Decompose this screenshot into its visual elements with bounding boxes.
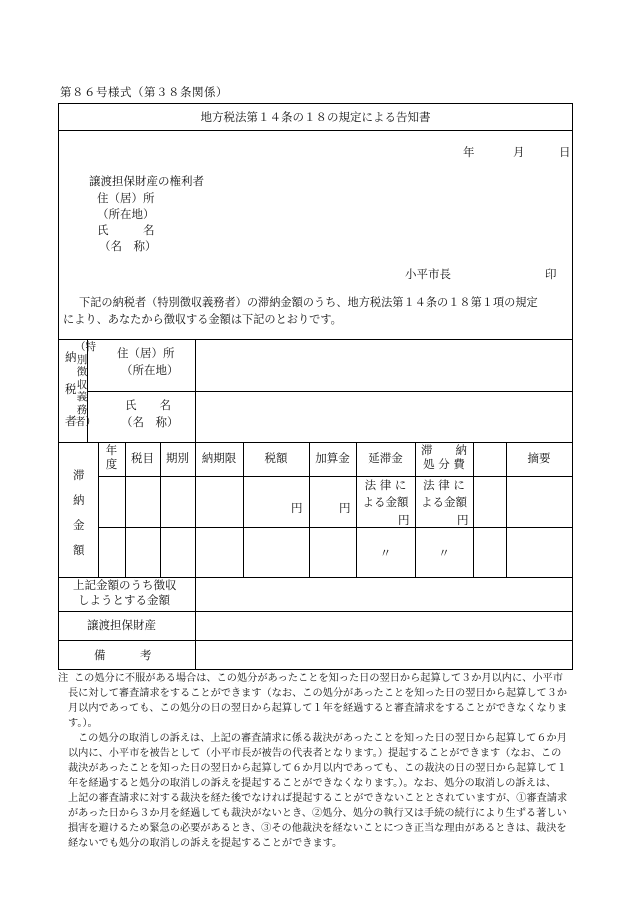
note-line: 長に対して審査請求をすることができます（なお、この処分があったことを知った日の翌日から起算して３か [68, 688, 568, 699]
divider [59, 611, 572, 612]
header-disposition-fee: 滞 納 [421, 443, 467, 457]
recipient-address-label: 住（居）所 [97, 191, 155, 205]
fee-legal-text: よる金額 [421, 495, 467, 509]
date-month-label: 月 [513, 145, 525, 159]
additional-unit: 円 [339, 501, 351, 515]
taxpayer-sublabel: （特別徴収義務者） [75, 341, 96, 428]
notes-prefix: 注 [58, 673, 69, 684]
header-due-date: 納期限 [201, 451, 237, 465]
divider [195, 339, 196, 442]
divider [59, 442, 572, 443]
collect-amount-label: 上記金額のうち徴収 [73, 578, 177, 592]
delinquency-legal-text: 法 律 に [364, 478, 407, 492]
note-line: この処分の取消しの訴えは、上記の審査請求に係る裁決があったことを知った日の翌日から起算して６か月 [78, 733, 567, 744]
header-year: 年 [105, 443, 118, 457]
taxpayer-label-char: 税 [65, 382, 77, 396]
divider [59, 640, 572, 641]
form-number-label: 第８６号様式（第３８条関係） [60, 85, 228, 99]
remarks-label: 備 考 [94, 648, 152, 662]
property-label: 譲渡担保財産 [87, 618, 156, 632]
header-delinquency: 延滞金 [368, 451, 403, 465]
recipient-location-label: （所在地） [97, 207, 155, 221]
divider [98, 476, 572, 477]
header-remarks: 摘要 [527, 451, 551, 465]
note-line: があった日から３か月を経過しても裁決がないとき、②処分、処分の執行又は手続の続行により生ずる著しい [68, 808, 567, 819]
arrears-label-char: 金 [73, 518, 85, 532]
fee-ditto-mark: 〃 [438, 546, 450, 560]
intro-text-line1: 下記の納税者（特別徴収義務者）の滞納金額のうち、地方税法第１４条の１８第１項の規定 [79, 296, 538, 309]
fee-unit: 円 [457, 513, 469, 527]
taxpayer-label-char: 者 [65, 414, 77, 428]
recipient-name-alt-label: （名 称） [99, 239, 157, 253]
taxpayer-label-char: 納 [65, 350, 77, 364]
notice-form [58, 103, 573, 670]
header-tax-amount: 税額 [264, 451, 288, 465]
header-period: 期別 [166, 451, 189, 465]
date-year-label: 年 [463, 145, 475, 159]
arrears-label-char: 額 [73, 543, 85, 557]
tax-unit: 円 [291, 501, 303, 515]
delinquency-unit: 円 [398, 513, 410, 527]
divider [473, 442, 474, 577]
note-line: 上記の審査請求に対する裁決を経た後でなければ提起することができないこととされていますが、①審査請求 [68, 793, 568, 804]
header-year: 度 [105, 457, 118, 471]
arrears-label-char: 滞 [73, 468, 85, 482]
taxpayer-name-alt-label: （名 称） [121, 415, 179, 429]
issuer-name: 小平市長 [405, 267, 451, 281]
divider [59, 130, 572, 131]
arrears-label-char: 納 [73, 493, 85, 507]
taxpayer-name-label: 氏 名 [125, 398, 171, 412]
note-line: す。）。 [68, 718, 98, 729]
note-line: 経ないでも処分の取消しの訴えを提起することができます。 [68, 838, 343, 849]
delinquency-legal-text: よる金額 [362, 495, 409, 509]
taxpayer-address-label: 住（居）所 [117, 346, 175, 360]
recipient-heading: 譲渡担保財産の権利者 [89, 174, 204, 188]
header-tax-item: 税目 [131, 451, 154, 465]
header-additional: 加算金 [315, 451, 350, 465]
note-line: 以内に、小平市を被告として（小平市長が被告の代表者となります。）提起することができます（なお、この [68, 748, 562, 759]
header-disposition-fee: 処 分 費 [423, 457, 465, 471]
note-line: 年を経過すると処分の取消しの訴えを提起することができなくなります。）。なお、処分の取消しの訴えは、 [68, 778, 557, 789]
date-day-label: 日 [559, 145, 571, 159]
divider [87, 391, 572, 392]
form-title: 地方税法第１４条の１８の規定による告知書 [200, 110, 431, 124]
taxpayer-location-label: （所在地） [121, 363, 179, 377]
note-line: 損害を避けるため緊急の必要があるとき、③その他裁決を経ないことにつき正当な理由があるときは、裁決を [68, 823, 567, 834]
note-line: 裁決があったことを知った日の翌日から起算して６か月以内であっても、この裁決の日の翌日から起算して１ [68, 763, 567, 774]
recipient-name-label: 氏 名 [97, 223, 155, 237]
fee-legal-text: 法 律 に [423, 478, 465, 492]
divider [195, 577, 196, 670]
collect-amount-label: しようとする金額 [78, 593, 170, 607]
intro-text-line2: により、あなたから徴収する金額は下記のとおりです。 [63, 313, 342, 326]
note-line: この処分に不服がある場合は、この処分があったことを知った日の翌日から起算して３か月以内に、小平市 [74, 673, 563, 684]
delinquency-ditto-mark: 〃 [379, 546, 392, 560]
seal-mark: 印 [545, 267, 557, 281]
divider [59, 339, 572, 340]
divider [98, 527, 572, 528]
note-line: 月以内であっても、この処分の日の翌日から起算して１年を経過すると審査請求をすることができなくなりま [68, 703, 568, 714]
